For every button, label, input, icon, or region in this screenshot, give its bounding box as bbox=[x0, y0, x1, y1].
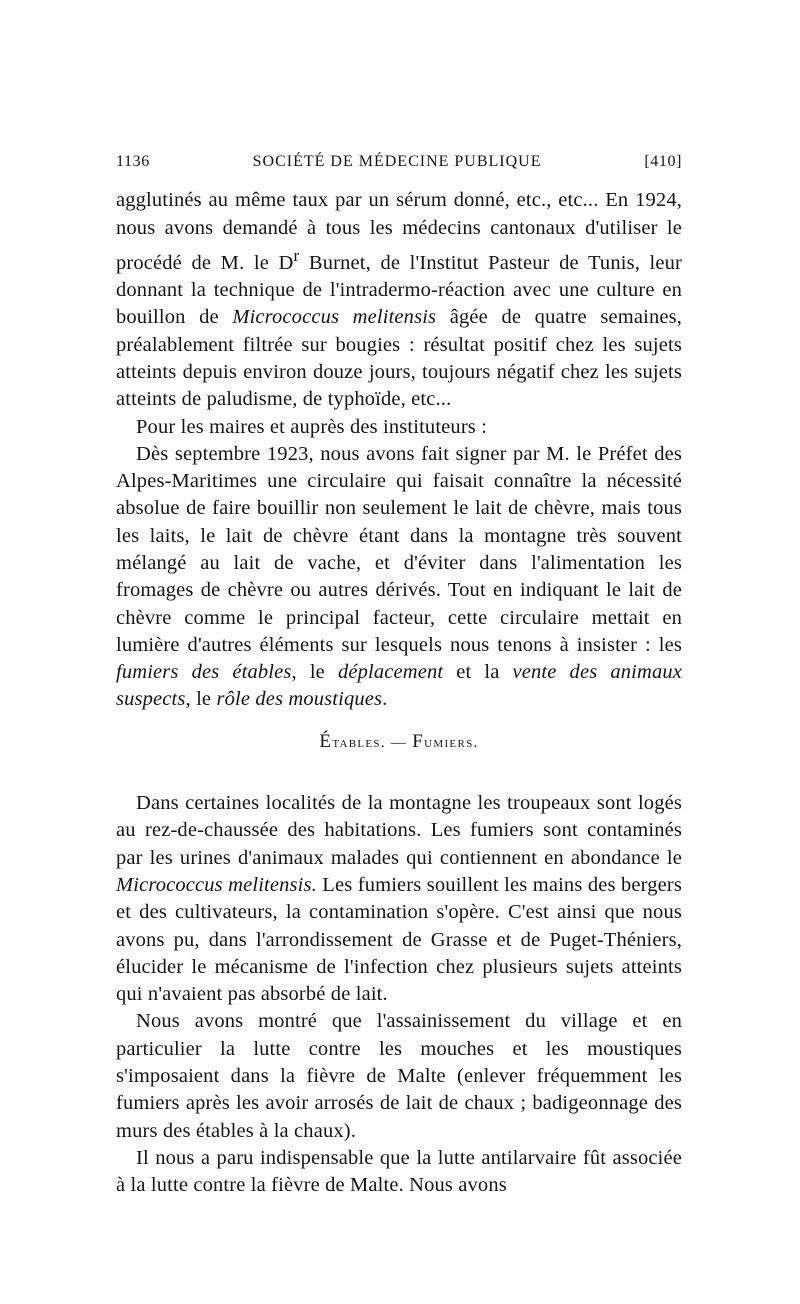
page-number: 1136 bbox=[116, 153, 150, 170]
species-name: Micrococcus melitensis bbox=[232, 306, 437, 329]
paragraph-circulaire: Dès septembre 1923, nous avons fait signer par M. le Préfet des Alpes-Maritimes une circulaire qui faisait connaître la nécessité absolue de faire bouillir non seulement le lait de chèvre, mais tous les laits, le lait de chèvre étant dans la montagne très souvent mélangé au lait de vache, et d'éviter dans l'alimentation les fromages de chèvre ou autres dérivés. Tout en indiquant le lait de chèvre comme le principal facteur, cette circulaire mettait en lumière d'autres éléments sur lesquels nous tenons à insister : les fumiers des étables, le déplacement et la vente des animaux suspects, le rôle des moustiques. bbox=[116, 442, 683, 711]
running-header bbox=[116, 148, 682, 175]
running-title: SOCIÉTÉ DE MÉDECINE PUBLIQUE bbox=[252, 153, 542, 170]
paragraph-maires: Pour les maires et auprès des instituteurs : bbox=[136, 415, 488, 438]
paragraph-antilarvaire: Il nous a paru indispensable que la lutte antilarvaire fût associée à la lutte contre la fièvre de Malte. Nous avons bbox=[116, 1146, 682, 1197]
paragraph-assainissement: Nous avons montré que l'assainissement du village et en particulier la lutte contre les mouches et les moustiques s'imposaient dans la fièvre de Malte (enlever fréquemment les fumiers après les avoir arrosés de lait de chaux ; badigeonnage des murs des étables à la chaux). bbox=[116, 1010, 682, 1142]
bracket-page-number: [410] bbox=[644, 153, 682, 170]
paragraph-intro: agglutinés au même taux par un sérum donné, etc., etc... En 1924, nous avons demandé à tous les médecins cantonaux d'utiliser le procédé de M. le $D^r$ Burnet, de l'Institut Pasteur de Tunis, leur donnant la technique de l'intradermo-réaction avec une culture en bouillon de Micrococcus melitensis âgée de quatre semaines, préalablement filtrée sur bougies : résultat positif chez les sujets atteints depuis environ douze jours, toujours négatif chez les sujets atteints de paludisme, de typhoïde, etc... bbox=[116, 189, 683, 411]
page bbox=[116, 148, 682, 1200]
section-heading: Étables. — Fumiers. bbox=[319, 730, 479, 752]
paragraph-fumiers: Dans certaines localités de la montagne les troupeaux sont logés au rez-de-chaussée des habitations. Les fumiers sont contaminés par les urines d'animaux malades qui contiennent en abondance le Micrococcus melitensis. Les fumiers souillent les mains des bergers et des cultivateurs, la contamination s'opère. C'est ainsi que nous avons pu, dans l'arrondissement de Grasse et de Puget-Théniers, élucider le mécanisme de l'infection chez plusieurs sujets atteints qui n'avaient pas absorbé de lait. bbox=[116, 792, 682, 1006]
superscript-r: r bbox=[293, 245, 300, 265]
